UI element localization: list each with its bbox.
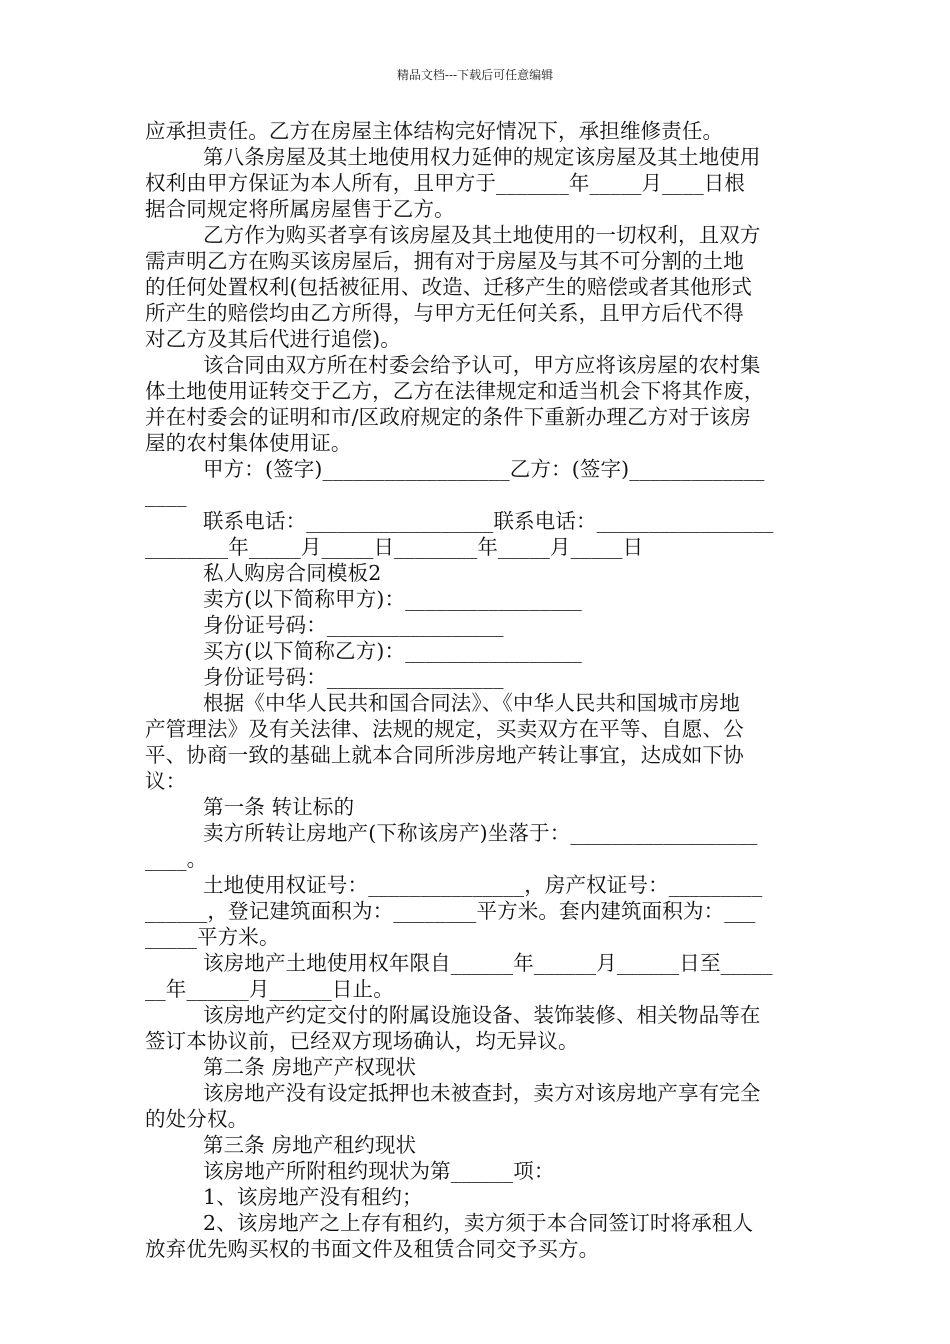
text-line: 联系电话：__________________联系电话：_________________ <box>203 509 774 533</box>
text-line: 并在村委会的证明和市/区政府规定的条件下重新办理乙方对于该房 <box>145 405 751 429</box>
text-line: 第三条 房地产租约现状 <box>203 1133 417 1157</box>
text-line: 平、协商一致的基础上就本合同所涉房地产转让事宜，达成如下协 <box>145 743 744 767</box>
text-line: 土地使用权证号：_______________，房产权证号：_________ <box>203 873 763 897</box>
text-line: 该房地产约定交付的附属设施设备、装饰装修、相关物品等在 <box>203 1003 761 1027</box>
text-line: 体土地使用证转交于乙方，乙方在法律规定和适当机会下将其作废， <box>145 379 765 403</box>
text-line: 卖方所转让房地产(下称该房产)坐落于：__________________ <box>203 821 758 845</box>
text-line: 第八条房屋及其土地使用权力延伸的规定该房屋及其土地使用 <box>203 145 761 169</box>
page-header: 精品文档---下载后可任意编辑 <box>396 68 554 82</box>
text-line: ____。 <box>145 847 208 871</box>
text-line: 签订本协议前，已经双方现场确认，均无异议。 <box>145 1029 579 1053</box>
text-line: 对乙方及其后代进行追偿)。 <box>145 327 401 351</box>
text-line: 放弃优先购买权的书面文件及租赁合同交予买方。 <box>145 1237 600 1261</box>
text-line: 甲方：(签字)__________________乙方：(签字)_____________ <box>203 457 765 481</box>
text-line: 的处分权。 <box>145 1107 249 1131</box>
text-line: 第一条 转让标的 <box>203 795 355 819</box>
text-line: ______，登记建筑面积为：________平方米。套内建筑面积为：___ <box>145 899 756 923</box>
text-line: 该房地产土地使用权年限自______年______月______日至_____ <box>203 951 773 975</box>
text-line: 私人购房合同模板2 <box>203 561 382 585</box>
text-line: 该房地产没有设定抵押也未被查封，卖方对该房地产享有完全 <box>203 1081 761 1105</box>
text-line: 卖方(以下简称甲方)：_________________ <box>203 587 582 611</box>
text-line: 据合同规定将所属房屋售于乙方。 <box>145 197 455 221</box>
document-body <box>145 118 805 1262</box>
text-line: 身份证号码：_________________ <box>203 665 504 689</box>
text-line: 屋的农村集体使用证。 <box>145 431 352 455</box>
text-line: 该房地产所附租约现状为第______项： <box>203 1159 555 1183</box>
text-line: ____ <box>145 483 187 507</box>
text-line: 乙方作为购买者享有该房屋及其土地使用的一切权利，且双方 <box>203 223 761 247</box>
text-line: 权利由甲方保证为本人所有，且甲方于_______年_____月____日根 <box>145 171 746 195</box>
text-line: 2、该房地产之上存有租约，卖方须于本合同签订时将承租人 <box>203 1211 754 1235</box>
text-line: 产管理法》及有关法律、法规的规定，买卖双方在平等、自愿、公 <box>145 717 744 741</box>
text-line: 应承担责任。乙方在房屋主体结构完好情况下，承担维修责任。 <box>145 119 724 143</box>
text-line: 买方(以下简称乙方)：_________________ <box>203 639 582 663</box>
text-line: 根据《中华人民共和国合同法》、《中华人民共和国城市房地 <box>203 691 741 715</box>
text-line: 1、该房地产没有租约； <box>203 1185 423 1209</box>
text-line: 需声明乙方在购买该房屋后，拥有对于房屋及与其不可分割的土地 <box>145 249 744 273</box>
text-line: ________年_____月_____日________年_____月_____日 <box>145 535 644 559</box>
text-line: 该合同由双方所在村委会给予认可，甲方应将该房屋的农村集 <box>203 353 761 377</box>
text-line: 议： <box>145 769 187 793</box>
text-line: 身份证号码：_________________ <box>203 613 504 637</box>
text-line: 所产生的赔偿均由乙方所得，与甲方无任何关系，且甲方后代不得 <box>145 301 744 325</box>
text-line: 的任何处置权利(包括被征用、改造、迁移产生的赔偿或者其他形式 <box>145 275 752 299</box>
text-line: _____平方米。 <box>145 925 280 949</box>
text-line: __年______月______日止。 <box>145 977 394 1001</box>
text-line: 第二条 房地产产权现状 <box>203 1055 417 1079</box>
